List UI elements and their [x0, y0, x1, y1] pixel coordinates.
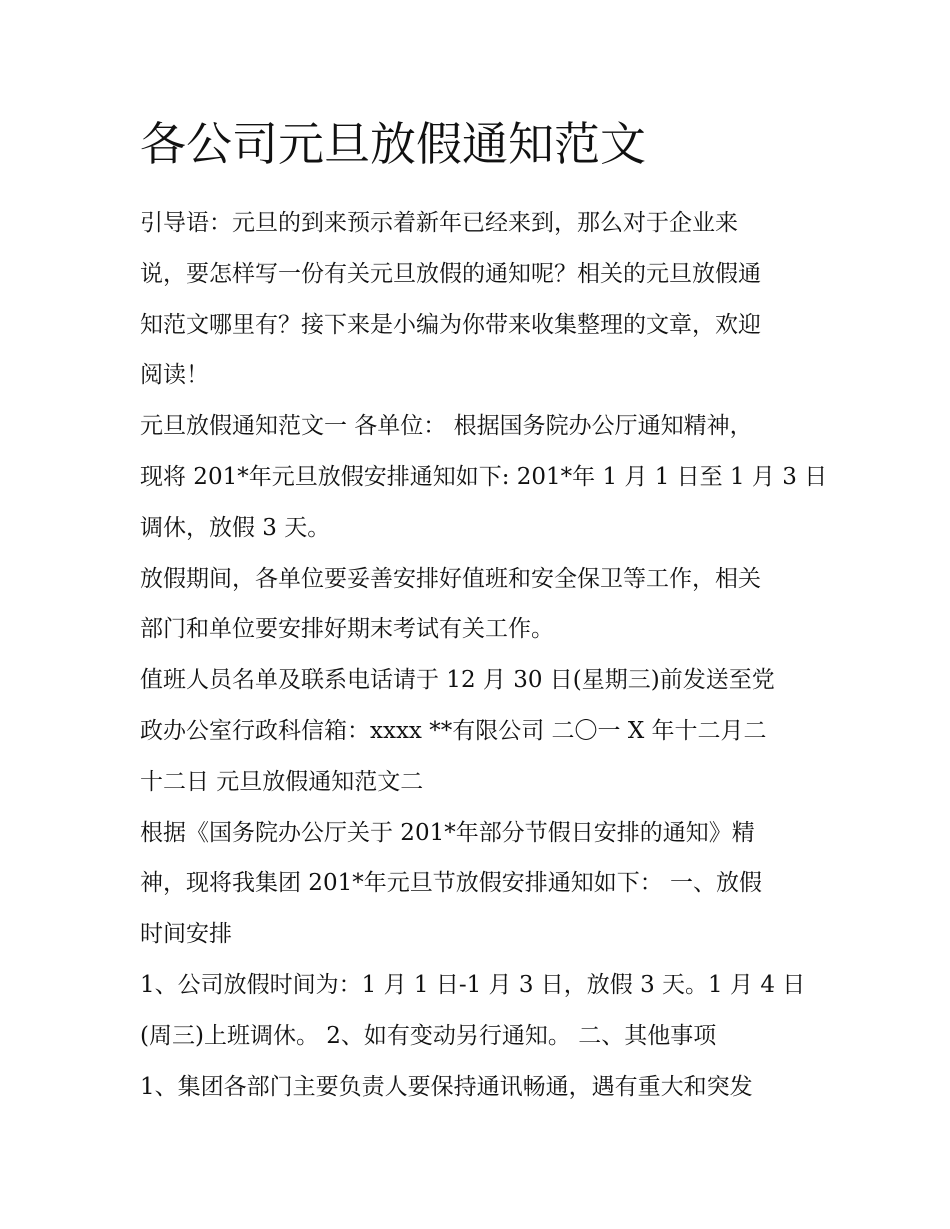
document-body: [140, 198, 828, 1112]
body-line: 放假期间，各单位要妥善安排好值班和安全保卫等工作，相关: [140, 565, 761, 592]
body-line: 引导语：元旦的到来预示着新年已经来到，那么对于企业来: [140, 210, 738, 236]
body-line: 部门和单位要安排好期末考试有关工作。: [140, 616, 554, 643]
body-line: (周三)上班调休。 2、如有变动另行通知。 二、其他事项: [140, 1022, 717, 1049]
body-line: 调休，放假 3 天。: [140, 514, 331, 541]
body-line: 现将 201*年元旦放假安排通知如下: 201*年 1 月 1 日至 1 月 3 日: [140, 463, 828, 490]
body-line: 1、公司放假时间为：1 月 1 日-1 月 3 日，放假 3 天。1 月 4 日: [140, 971, 806, 998]
body-line: 值班人员名单及联系电话请于 12 月 30 日(星期三)前发送至党: [140, 667, 775, 694]
body-line: 阅读！: [140, 362, 209, 389]
body-line: 根据《国务院办公厅关于 201*年部分节假日安排的通知》精: [140, 819, 755, 846]
body-line: 说，要怎样写一份有关元旦放假的通知呢？相关的元旦放假通: [140, 260, 761, 287]
body-line: 神，现将我集团 201*年元旦节放假安排通知如下： 一、放假: [140, 870, 763, 897]
body-line: 十二日 元旦放假通知范文二: [140, 768, 424, 795]
body-line: 时间安排: [140, 921, 232, 948]
body-line: 1、集团各部门主要负责人要保持通讯畅通，遇有重大和突发: [140, 1073, 753, 1100]
body-line: 知范文哪里有？接下来是小编为你带来收集整理的文章，欢迎: [140, 311, 761, 338]
document-title: 各公司元旦放假通知范文: [140, 117, 646, 171]
body-line: 元旦放假通知范文一 各单位： 根据国务院办公厅通知精神，: [140, 413, 753, 440]
body-line: 政办公室行政科信箱：xxxx **有限公司 二〇一 X 年十二月二: [140, 717, 767, 744]
